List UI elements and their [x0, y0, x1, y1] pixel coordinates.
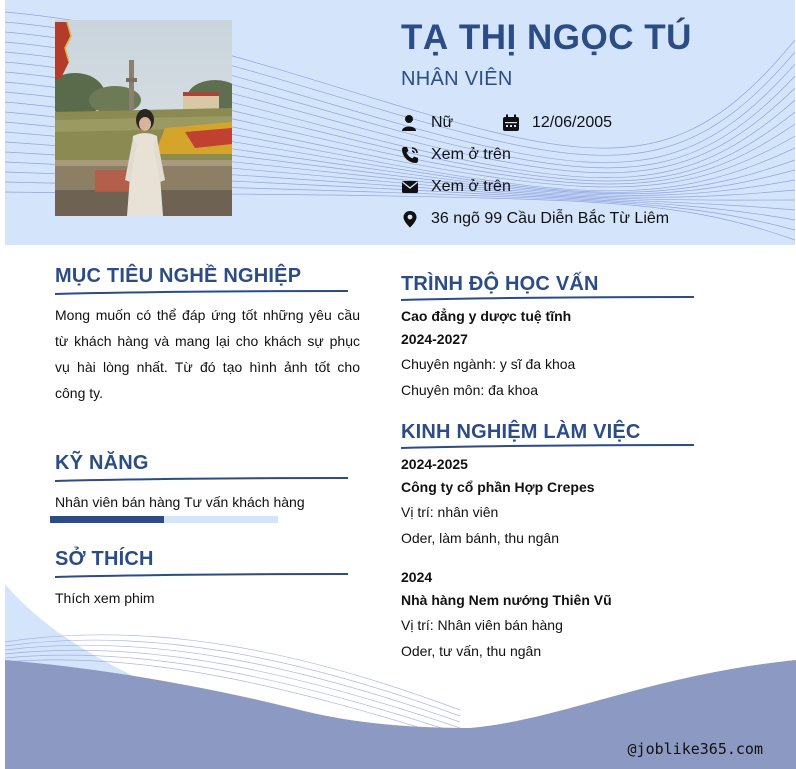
birthdate-value: 12/06/2005 [532, 114, 613, 131]
experience-position: Vị trí: nhân viên [401, 504, 499, 520]
education-underline [401, 295, 694, 303]
gender-value: Nữ [431, 114, 454, 131]
education-school: Cao đẳng y dược tuệ tĩnh [401, 308, 572, 324]
experience-period: 2024-2025 [401, 456, 468, 472]
skills-underline [55, 476, 348, 484]
experience-company: Nhà hàng Nem nướng Thiên Vũ [401, 592, 612, 608]
experience-duties: Oder, làm bánh, thu ngân [401, 530, 559, 546]
education-heading: TRÌNH ĐỘ HỌC VẤN [401, 273, 599, 295]
experience-duties: Oder, tư vấn, thu ngân [401, 643, 542, 659]
candidate-job-title: NHÂN VIÊN [401, 68, 513, 90]
address-value: 36 ngõ 99 Cầu Diễn Bắc Từ Liêm [431, 210, 670, 227]
email-row [401, 176, 511, 198]
user-icon [401, 114, 419, 132]
hobbies-text: Thích xem phim [55, 590, 155, 606]
phone-value: Xem ở trên [431, 146, 511, 163]
header-banner [5, 0, 795, 245]
gender-row [401, 112, 453, 134]
phone-icon [401, 146, 419, 164]
profile-photo [55, 20, 232, 216]
experience-underline [401, 443, 694, 451]
hobbies-heading: SỞ THÍCH [55, 548, 154, 570]
skill-level-fill [50, 516, 164, 523]
objective-heading: MỤC TIÊU NGHỀ NGHIỆP [55, 265, 302, 287]
address-row [401, 208, 669, 230]
email-value: Xem ở trên [431, 178, 511, 195]
birthdate-row [502, 112, 612, 134]
footer-handle: @joblike365.com [627, 740, 763, 758]
calendar-icon [502, 114, 520, 132]
education-specialty: Chuyên môn: đa khoa [401, 382, 538, 398]
candidate-name: TẠ THỊ NGỌC TÚ [401, 18, 692, 57]
skill-label: Nhân viên bán hàng Tư vấn khách hàng [55, 494, 305, 510]
skills-heading: KỸ NĂNG [55, 452, 149, 474]
map-pin-icon [401, 210, 419, 228]
education-period: 2024-2027 [401, 331, 468, 347]
experience-heading: KINH NGHIỆM LÀM VIỆC [401, 421, 641, 443]
objective-underline [55, 289, 348, 297]
skill-level-bar [50, 516, 278, 523]
hobbies-underline [55, 572, 348, 580]
envelope-icon [401, 178, 419, 196]
education-major: Chuyên ngành: y sĩ đa khoa [401, 356, 576, 372]
phone-row [401, 144, 511, 166]
experience-period: 2024 [401, 569, 433, 585]
objective-text: Mong muốn có thể đáp ứng tốt những yêu cầu từ khách hàng và mang lại cho khách sự phục vụ hài lòng nhất. Từ đó tạo hình ảnh tốt cho công ty. [55, 307, 360, 401]
experience-company: Công ty cổ phần Hợp Crepes [401, 479, 595, 495]
experience-position: Vị trí: Nhân viên bán hàng [401, 617, 563, 633]
